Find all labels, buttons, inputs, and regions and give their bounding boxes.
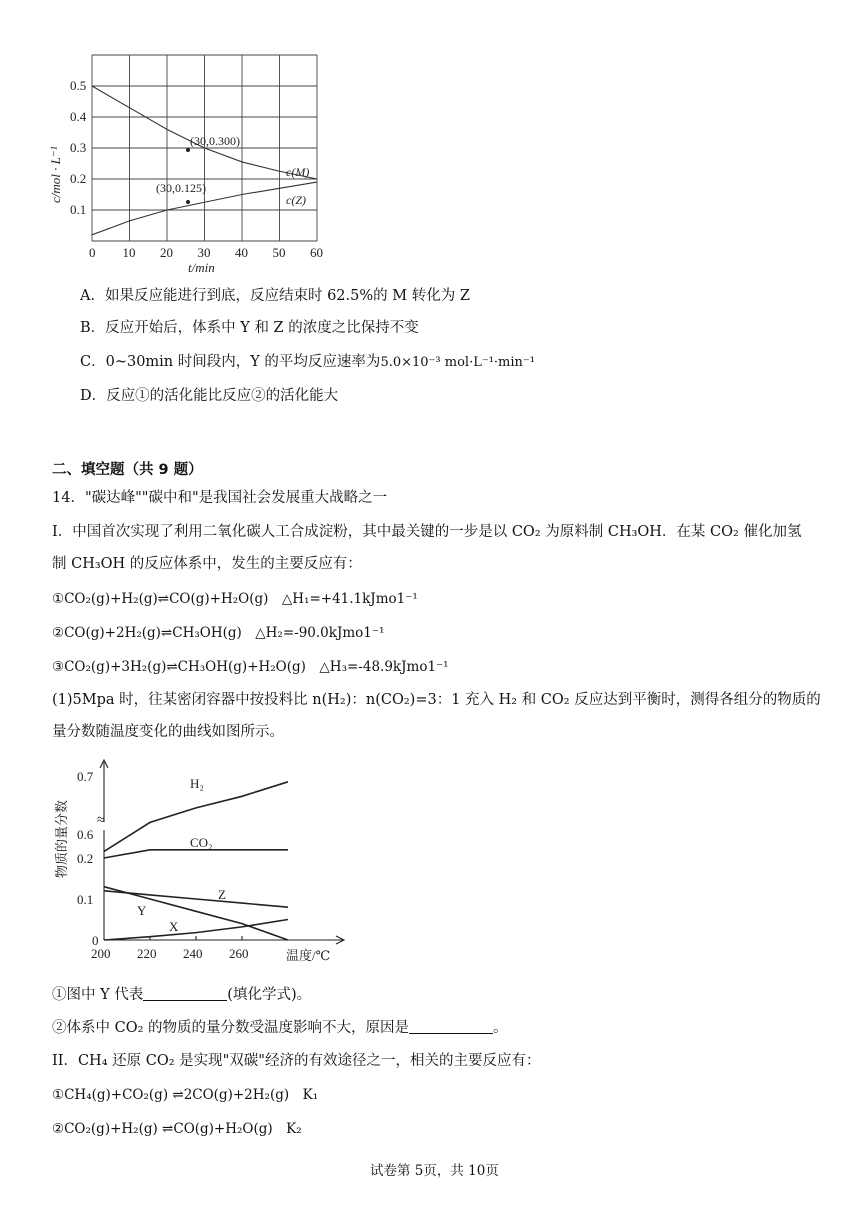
series-label-y: Y (137, 903, 147, 918)
chart1-xtick: 50 (272, 245, 286, 260)
option-c (80, 352, 535, 373)
chart1-ytick: 0.1 (70, 202, 87, 217)
option-c-text: C．0~30min 时间段内，Y 的平均反应速率为 (80, 354, 381, 370)
series-label-co2: CO₂ (190, 835, 213, 850)
point-m-30 (186, 148, 190, 152)
paragraph-1-line1: I．中国首次实现了利用二氧化碳人工合成淀粉，其中最关键的一步是以 CO₂ 为原料制 CH₃OH．在某 CO₂ 催化加氢 (52, 524, 802, 540)
chart1-xtick: 60 (310, 245, 323, 260)
chart2-xtick: 220 (137, 946, 157, 961)
equation-3: ③CO₂(g)+3H₂(g)⇌CH₃OH(g)+H₂O(g) △H₃=-48.9kJmo1⁻¹ (52, 659, 449, 675)
option-b: B．反应开始后，体系中 Y 和 Z 的浓度之比保持不变 (80, 320, 419, 336)
series-label-x: X (169, 919, 179, 934)
question-2-suffix: 。 (493, 1020, 508, 1036)
series-label-h2: H₂ (190, 776, 204, 791)
option-d: D．反应①的活化能比反应②的活化能大 (80, 388, 339, 404)
chart1-ytick: 0.4 (70, 109, 87, 124)
question-1-text: ①图中 Y 代表 (52, 987, 144, 1003)
equation-2: ②CO(g)+2H₂(g)⇌CH₃OH(g) △H₂=-90.0kJmo1⁻¹ (52, 625, 385, 641)
annotation-m: (30,0.300) (190, 134, 240, 148)
paragraph-1-line2: 制 CH₃OH 的反应体系中，发生的主要反应有： (52, 556, 362, 572)
series-label-m: c(M) (286, 165, 310, 179)
question-14-title: 14．"碳达峰""碳中和"是我国社会发展重大战略之一 (52, 490, 388, 506)
series-label-z: c(Z) (286, 193, 306, 207)
chart1-xlabel: t/min (188, 260, 215, 275)
option-c-rate: 5.0×10⁻³ mol·L⁻¹·min⁻¹ (380, 355, 535, 370)
chart2-xtick: 200 (91, 946, 111, 961)
question-1-suffix: (填化学式)。 (227, 987, 312, 1003)
paragraph-2-line1: (1)5Mpa 时，往某密闭容器中按投料比 n(H₂)：n(CO₂)=3：1 充入 H₂ 和 CO₂ 反应达到平衡时，测得各组分的物质的 (52, 692, 821, 708)
option-a: A．如果反应能进行到底，反应结束时 62.5%的 M 转化为 Z (80, 288, 470, 304)
chart2-ytick: 0.6 (77, 827, 94, 842)
series-label-z2: Z (218, 887, 226, 902)
chart1-ytick: 0.2 (70, 171, 87, 186)
chart1-ytick: 0.3 (70, 140, 87, 155)
chart2-xtick: 240 (183, 946, 203, 961)
chart1-ylabel: c/mol · L⁻¹ (48, 146, 63, 203)
chart2-break-mark: ≈ (97, 813, 105, 828)
equation-4: ①CH₄(g)+CO₂(g) ⇌2CO(g)+2H₂(g) K₁ (52, 1087, 319, 1103)
question-2-text: ②体系中 CO₂ 的物质的量分数受温度影响不大，原因是 (52, 1020, 410, 1036)
paragraph-3: II．CH₄ 还原 CO₂ 是实现"双碳"经济的有效途径之一，相关的主要反应有： (52, 1053, 541, 1069)
chart1-xtick: 0 (89, 245, 96, 260)
answer-blank-1[interactable] (143, 986, 227, 1001)
mole-fraction-temperature-chart (44, 758, 364, 968)
chart2-ylabel: 物质的量分数 (54, 799, 69, 878)
chart1-xtick: 40 (235, 245, 248, 260)
chart2-series-co2 (104, 850, 288, 858)
chart2-ytick: 0.2 (77, 851, 94, 866)
chart2-ytick: 0.7 (77, 769, 94, 784)
answer-blank-2[interactable] (409, 1019, 493, 1034)
point-z-30 (186, 200, 190, 204)
annotation-z: (30,0.125) (156, 181, 206, 195)
question-2 (52, 1018, 508, 1038)
chart2-xlabel: 温度/℃ (286, 948, 331, 963)
question-1 (52, 985, 311, 1005)
concentration-time-chart (40, 48, 340, 280)
equation-5: ②CO₂(g)+H₂(g) ⇌CO(g)+H₂O(g) K₂ (52, 1121, 302, 1137)
chart2-ytick: 0.1 (77, 892, 94, 907)
chart2-xtick: 260 (229, 946, 249, 961)
page-footer: 试卷第 5页，共 10页 (370, 1163, 499, 1179)
chart1-ytick: 0.5 (70, 78, 87, 93)
chart2-ytick: 0 (92, 933, 99, 948)
chart1-xtick: 10 (122, 245, 136, 260)
equation-1: ①CO₂(g)+H₂(g)⇌CO(g)+H₂O(g) △H₁=+41.1kJmo1⁻¹ (52, 591, 418, 607)
chart1-xtick: 30 (197, 245, 211, 260)
section-title: 二、填空题（共 9 题） (52, 462, 203, 478)
chart1-xtick: 20 (160, 245, 173, 260)
paragraph-2-line2: 量分数随温度变化的曲线如图所示。 (52, 724, 284, 740)
